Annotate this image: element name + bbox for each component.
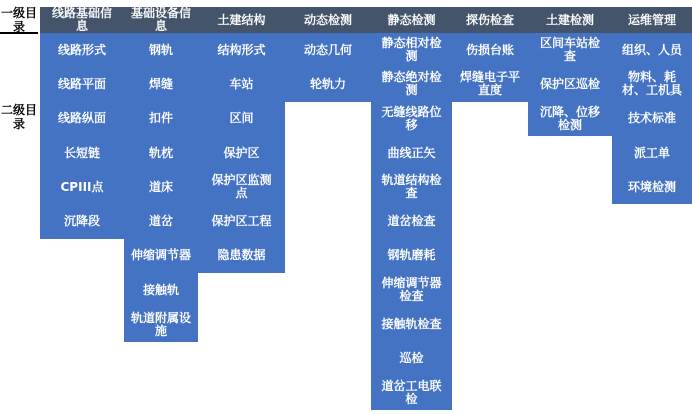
- catalog-cell: 扣件: [124, 102, 198, 136]
- catalog-cell: 钢轨磨耗: [371, 239, 452, 273]
- catalog-cell: 沉降、位移检测: [528, 102, 612, 136]
- catalog-cell: 保护区工程: [198, 204, 285, 238]
- catalog-column-6: [452, 7, 528, 102]
- catalog-cell: 区间车站检查: [528, 33, 612, 67]
- catalog-column-5: [371, 7, 452, 410]
- catalog-cell: 线路形式: [40, 33, 124, 67]
- catalog-cell: 隐患数据: [198, 239, 285, 273]
- catalog-cell: 道岔检查: [371, 204, 452, 238]
- catalog-cell: 区间: [198, 102, 285, 136]
- column-header: 探伤检查: [452, 7, 528, 33]
- catalog-cell: 技术标准: [612, 102, 692, 136]
- catalog-cell: 线路纵面: [40, 102, 124, 136]
- catalog-cell: 道床: [124, 170, 198, 204]
- catalog-cell: 轮轨力: [285, 67, 371, 101]
- catalog-cell: 接触轨: [124, 273, 198, 307]
- catalog-cell: 沉降段: [40, 204, 124, 238]
- catalog-cell: 动态几何: [285, 33, 371, 67]
- catalog-cell: 线路平面: [40, 67, 124, 101]
- column-header: 线路基础信息: [40, 7, 124, 33]
- column-header: 动态检测: [285, 7, 371, 33]
- catalog-cell: 焊缝: [124, 67, 198, 101]
- catalog-cell: 物料、耗材、工机具: [612, 67, 692, 101]
- column-header: 土建检测: [528, 7, 612, 33]
- catalog-cell: 长短链: [40, 136, 124, 170]
- column-header: 基础设备信息: [124, 7, 198, 33]
- catalog-cell: 轨枕: [124, 136, 198, 170]
- level1-directory-label: 一级目录: [0, 6, 37, 34]
- level2-directory-label: 二级目录: [0, 103, 37, 131]
- column-header: 运维管理: [612, 7, 692, 33]
- catalog-cell: 无缝线路位移: [371, 102, 452, 136]
- catalog-cell: CPIII点: [40, 170, 124, 204]
- catalog-cell: 结构形式: [198, 33, 285, 67]
- catalog-cell: 道岔工电联检: [371, 376, 452, 410]
- catalog-column-4: [285, 7, 371, 102]
- catalog-cell: 环境检测: [612, 170, 692, 204]
- catalog-cell: 伤损台账: [452, 33, 528, 67]
- catalog-cell: 伸缩调节器检查: [371, 273, 452, 307]
- catalog-cell: 保护区监测点: [198, 170, 285, 204]
- catalog-cell: 静态绝对检测: [371, 67, 452, 101]
- catalog-cell: 曲线正矢: [371, 136, 452, 170]
- catalog-grid: [40, 7, 692, 410]
- catalog-column-3: [198, 7, 285, 273]
- catalog-cell: 保护区巡检: [528, 67, 612, 101]
- catalog-cell: 车站: [198, 67, 285, 101]
- column-header: 静态检测: [371, 7, 452, 33]
- catalog-column-2: [124, 7, 198, 342]
- catalog-column-8: [612, 7, 692, 204]
- column-header: 土建结构: [198, 7, 285, 33]
- catalog-cell: 伸缩调节器: [124, 239, 198, 273]
- catalog-column-1: [40, 7, 124, 239]
- catalog-cell: 接触轨检查: [371, 307, 452, 341]
- catalog-cell: 组织、人员: [612, 33, 692, 67]
- catalog-cell: 保护区: [198, 136, 285, 170]
- catalog-cell: 派工单: [612, 136, 692, 170]
- catalog-cell: 轨道结构检查: [371, 170, 452, 204]
- catalog-cell: 轨道附属设施: [124, 307, 198, 341]
- catalog-cell: 静态相对检测: [371, 33, 452, 67]
- catalog-cell: 巡检: [371, 342, 452, 376]
- catalog-cell: 道岔: [124, 204, 198, 238]
- catalog-cell: 钢轨: [124, 33, 198, 67]
- catalog-cell: 焊缝电子平直度: [452, 67, 528, 101]
- catalog-column-7: [528, 7, 612, 136]
